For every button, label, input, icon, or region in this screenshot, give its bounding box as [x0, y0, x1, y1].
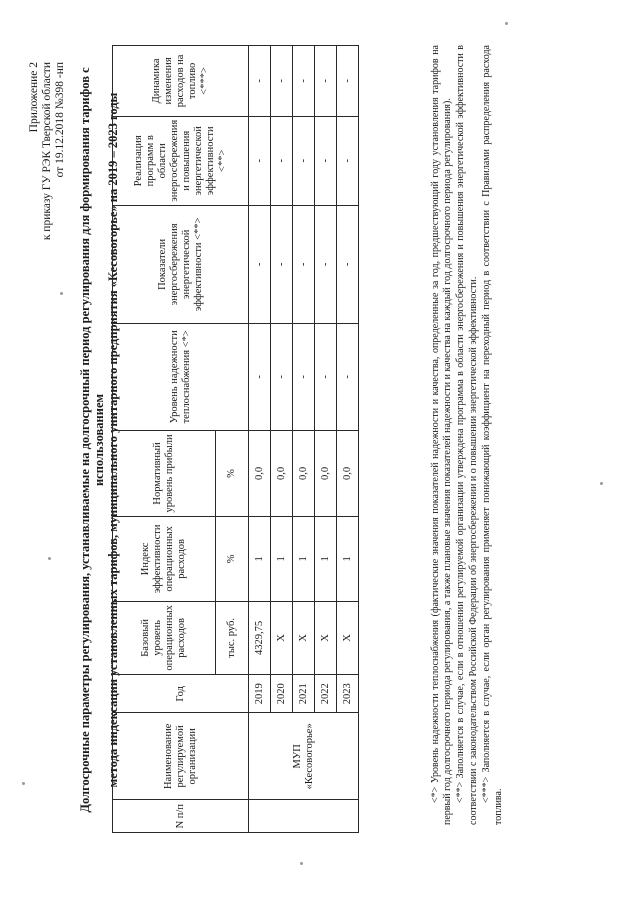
cell-fuel: -: [315, 46, 337, 117]
footnote-fuel: <***> Заполняется в случае, если орган регулирования применяет понижающий коэффициент на переходный период в соответствии с Правилами распределения расхода топлива.: [480, 45, 505, 825]
parameters-table: [112, 45, 359, 833]
cell-fuel: -: [271, 46, 293, 117]
cell-fuel: -: [249, 46, 271, 117]
cell-energy: -: [271, 205, 293, 323]
cell-index: 1: [271, 517, 293, 601]
cell-index: 1: [249, 517, 271, 601]
appendix-date: от 19.12.2018 №398 -нп: [54, 62, 66, 178]
appendix-number: Приложение 2: [28, 62, 40, 133]
cell-reliability: -: [315, 323, 337, 430]
header-profit: Нормативный уровень прибыли: [113, 430, 216, 517]
cell-base: X: [337, 601, 359, 675]
header-base: Базовый уровень операционных расходов: [113, 601, 216, 675]
cell-energy: -: [315, 205, 337, 323]
cell-year: 2021: [293, 675, 315, 713]
unit-profit: %: [216, 430, 249, 517]
header-year: Год: [113, 675, 249, 713]
cell-year: 2020: [271, 675, 293, 713]
header-energy: Показатели энергосбережения энергетической эффективности <**>: [113, 205, 249, 323]
cell-index: 1: [337, 517, 359, 601]
cell-energy: -: [293, 205, 315, 323]
cell-programs: -: [337, 116, 359, 205]
cell-year: 2022: [315, 675, 337, 713]
cell-programs: -: [271, 116, 293, 205]
cell-base: 4329,75: [249, 601, 271, 675]
cell-profit: 0,0: [337, 430, 359, 517]
footnotes: [430, 45, 506, 825]
header-num: N п/п: [113, 800, 249, 833]
cell-reliability: -: [337, 323, 359, 430]
cell-profit: 0,0: [271, 430, 293, 517]
cell-profit: 0,0: [293, 430, 315, 517]
header-fuel: Динамика изменения расходов на топливо <***>: [113, 46, 249, 117]
cell-programs: -: [293, 116, 315, 205]
cell-profit: 0,0: [315, 430, 337, 517]
cell-base: X: [293, 601, 315, 675]
cell-fuel: -: [293, 46, 315, 117]
title-line-1: Долгосрочные параметры регулирования, устанавливаемые на долгосрочный период регулирования для формирования тарифов с использованием: [78, 67, 106, 813]
cell-programs: -: [315, 116, 337, 205]
cell-base: X: [315, 601, 337, 675]
cell-base: X: [271, 601, 293, 675]
header-reliability: Уровень надежности теплоснабжения <*>: [113, 323, 249, 430]
cell-year: 2019: [249, 675, 271, 713]
cell-index: 1: [315, 517, 337, 601]
header-programs: Реализация программ в области энергосбережения и повышения энергетической эффективности <**>: [113, 116, 249, 205]
cell-energy: -: [337, 205, 359, 323]
unit-base: тыс. руб.: [216, 601, 249, 675]
row-num: [249, 800, 359, 833]
header-index: Индекс эффективности операционных расходов: [113, 517, 216, 601]
cell-reliability: -: [271, 323, 293, 430]
cell-reliability: -: [293, 323, 315, 430]
cell-profit: 0,0: [249, 430, 271, 517]
cell-year: 2023: [337, 675, 359, 713]
footnote-energy-program: <**> Заполняется в случае, если в отношении регулируемой организации утверждена программа в области энергосбережения и повышения энергетической эффективности в соответствии с законодательством Российской Федерации об энергосбережении и о повышении энергетической эффективности.: [455, 45, 479, 825]
title-line-2: метода индексации установленных тарифов, муниципального унитарного предприятия «Кесовогорье» на 2019 – 2023 годы: [106, 92, 120, 788]
header-org: Наименование регулируемой организации: [113, 713, 249, 800]
appendix-header: [28, 62, 67, 240]
unit-index: %: [216, 517, 249, 601]
table-row: [249, 46, 271, 833]
cell-fuel: -: [337, 46, 359, 117]
cell-energy: -: [249, 205, 271, 323]
appendix-order: к приказу ГУ РЭК Тверской области: [41, 62, 53, 241]
cell-reliability: -: [249, 323, 271, 430]
footnote-reliability: <*> Уровень надежности теплоснабжения (фактические значения показателей надежности и качества, определенные за год, предшествующий году установления тарифов на первый год долгосрочного периода регулирования, а также плановые значения показателей надежности и качества на каждый год долгосрочного периода регулирования).: [430, 45, 454, 825]
cell-programs: -: [249, 116, 271, 205]
org-name: МУП «Кесовогорье»: [249, 713, 359, 800]
cell-index: 1: [293, 517, 315, 601]
header-row: [113, 46, 216, 833]
